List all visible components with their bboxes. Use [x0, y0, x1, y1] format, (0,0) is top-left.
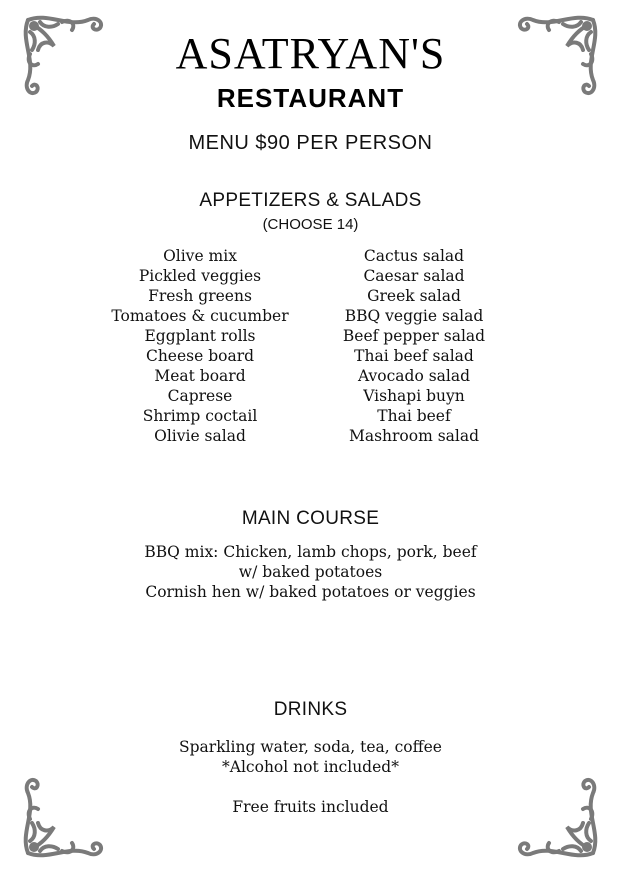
list-item: Caesar salad — [363, 267, 465, 285]
list-item: Beef pepper salad — [342, 327, 486, 345]
menu-line: Cornish hen w/ baked potatoes or veggies — [145, 583, 476, 601]
main-course-lines — [0, 542, 621, 602]
list-item: Greek salad — [367, 287, 461, 305]
list-item: Thai beef — [377, 407, 451, 425]
list-item: Olivie salad — [154, 427, 246, 445]
menu-line: Sparkling water, soda, tea, coffee — [179, 738, 442, 756]
list-item: BBQ veggie salad — [344, 307, 484, 325]
main-course-title: MAIN COURSE — [241, 508, 380, 529]
menu-line: w/ baked potatoes — [238, 563, 383, 581]
list-item: Olive mix — [163, 247, 237, 265]
list-item: Meat board — [154, 367, 246, 385]
restaurant-name: ASATRYAN'S — [175, 29, 446, 78]
flourish-corner-icon — [511, 771, 603, 863]
menu-price: MENU $90 PER PERSON — [188, 132, 433, 154]
list-item: Cheese board — [145, 347, 255, 365]
restaurant-subtitle: RESTAURANT — [216, 83, 405, 113]
menu-line: *Alcohol not included* — [222, 758, 399, 776]
list-item: Eggplant rolls — [144, 327, 256, 345]
appetizers-note: (CHOOSE 14) — [262, 216, 359, 233]
list-item: Tomatoes & cucumber — [111, 307, 289, 325]
appetizers-right-column — [314, 246, 514, 446]
drinks-title: DRINKS — [273, 699, 348, 720]
appetizers-left-column — [100, 246, 300, 446]
list-item: Fresh greens — [148, 287, 252, 305]
list-item: Shrimp coctail — [142, 407, 258, 425]
appetizers-title: APPETIZERS & SALADS — [199, 190, 422, 211]
list-item: Avocado salad — [357, 367, 471, 385]
list-item: Cactus salad — [363, 247, 465, 265]
flourish-corner-icon — [18, 771, 110, 863]
menu-line: BBQ mix: Chicken, lamb chops, pork, beef — [144, 543, 477, 561]
list-item: Pickled veggies — [138, 267, 262, 285]
drinks-footer: Free fruits included — [232, 798, 389, 816]
list-item: Mashroom salad — [348, 427, 480, 445]
list-item: Thai beef salad — [354, 347, 474, 365]
drinks-lines — [0, 737, 621, 777]
list-item: Caprese — [167, 387, 233, 405]
list-item: Vishapi buyn — [363, 387, 465, 405]
